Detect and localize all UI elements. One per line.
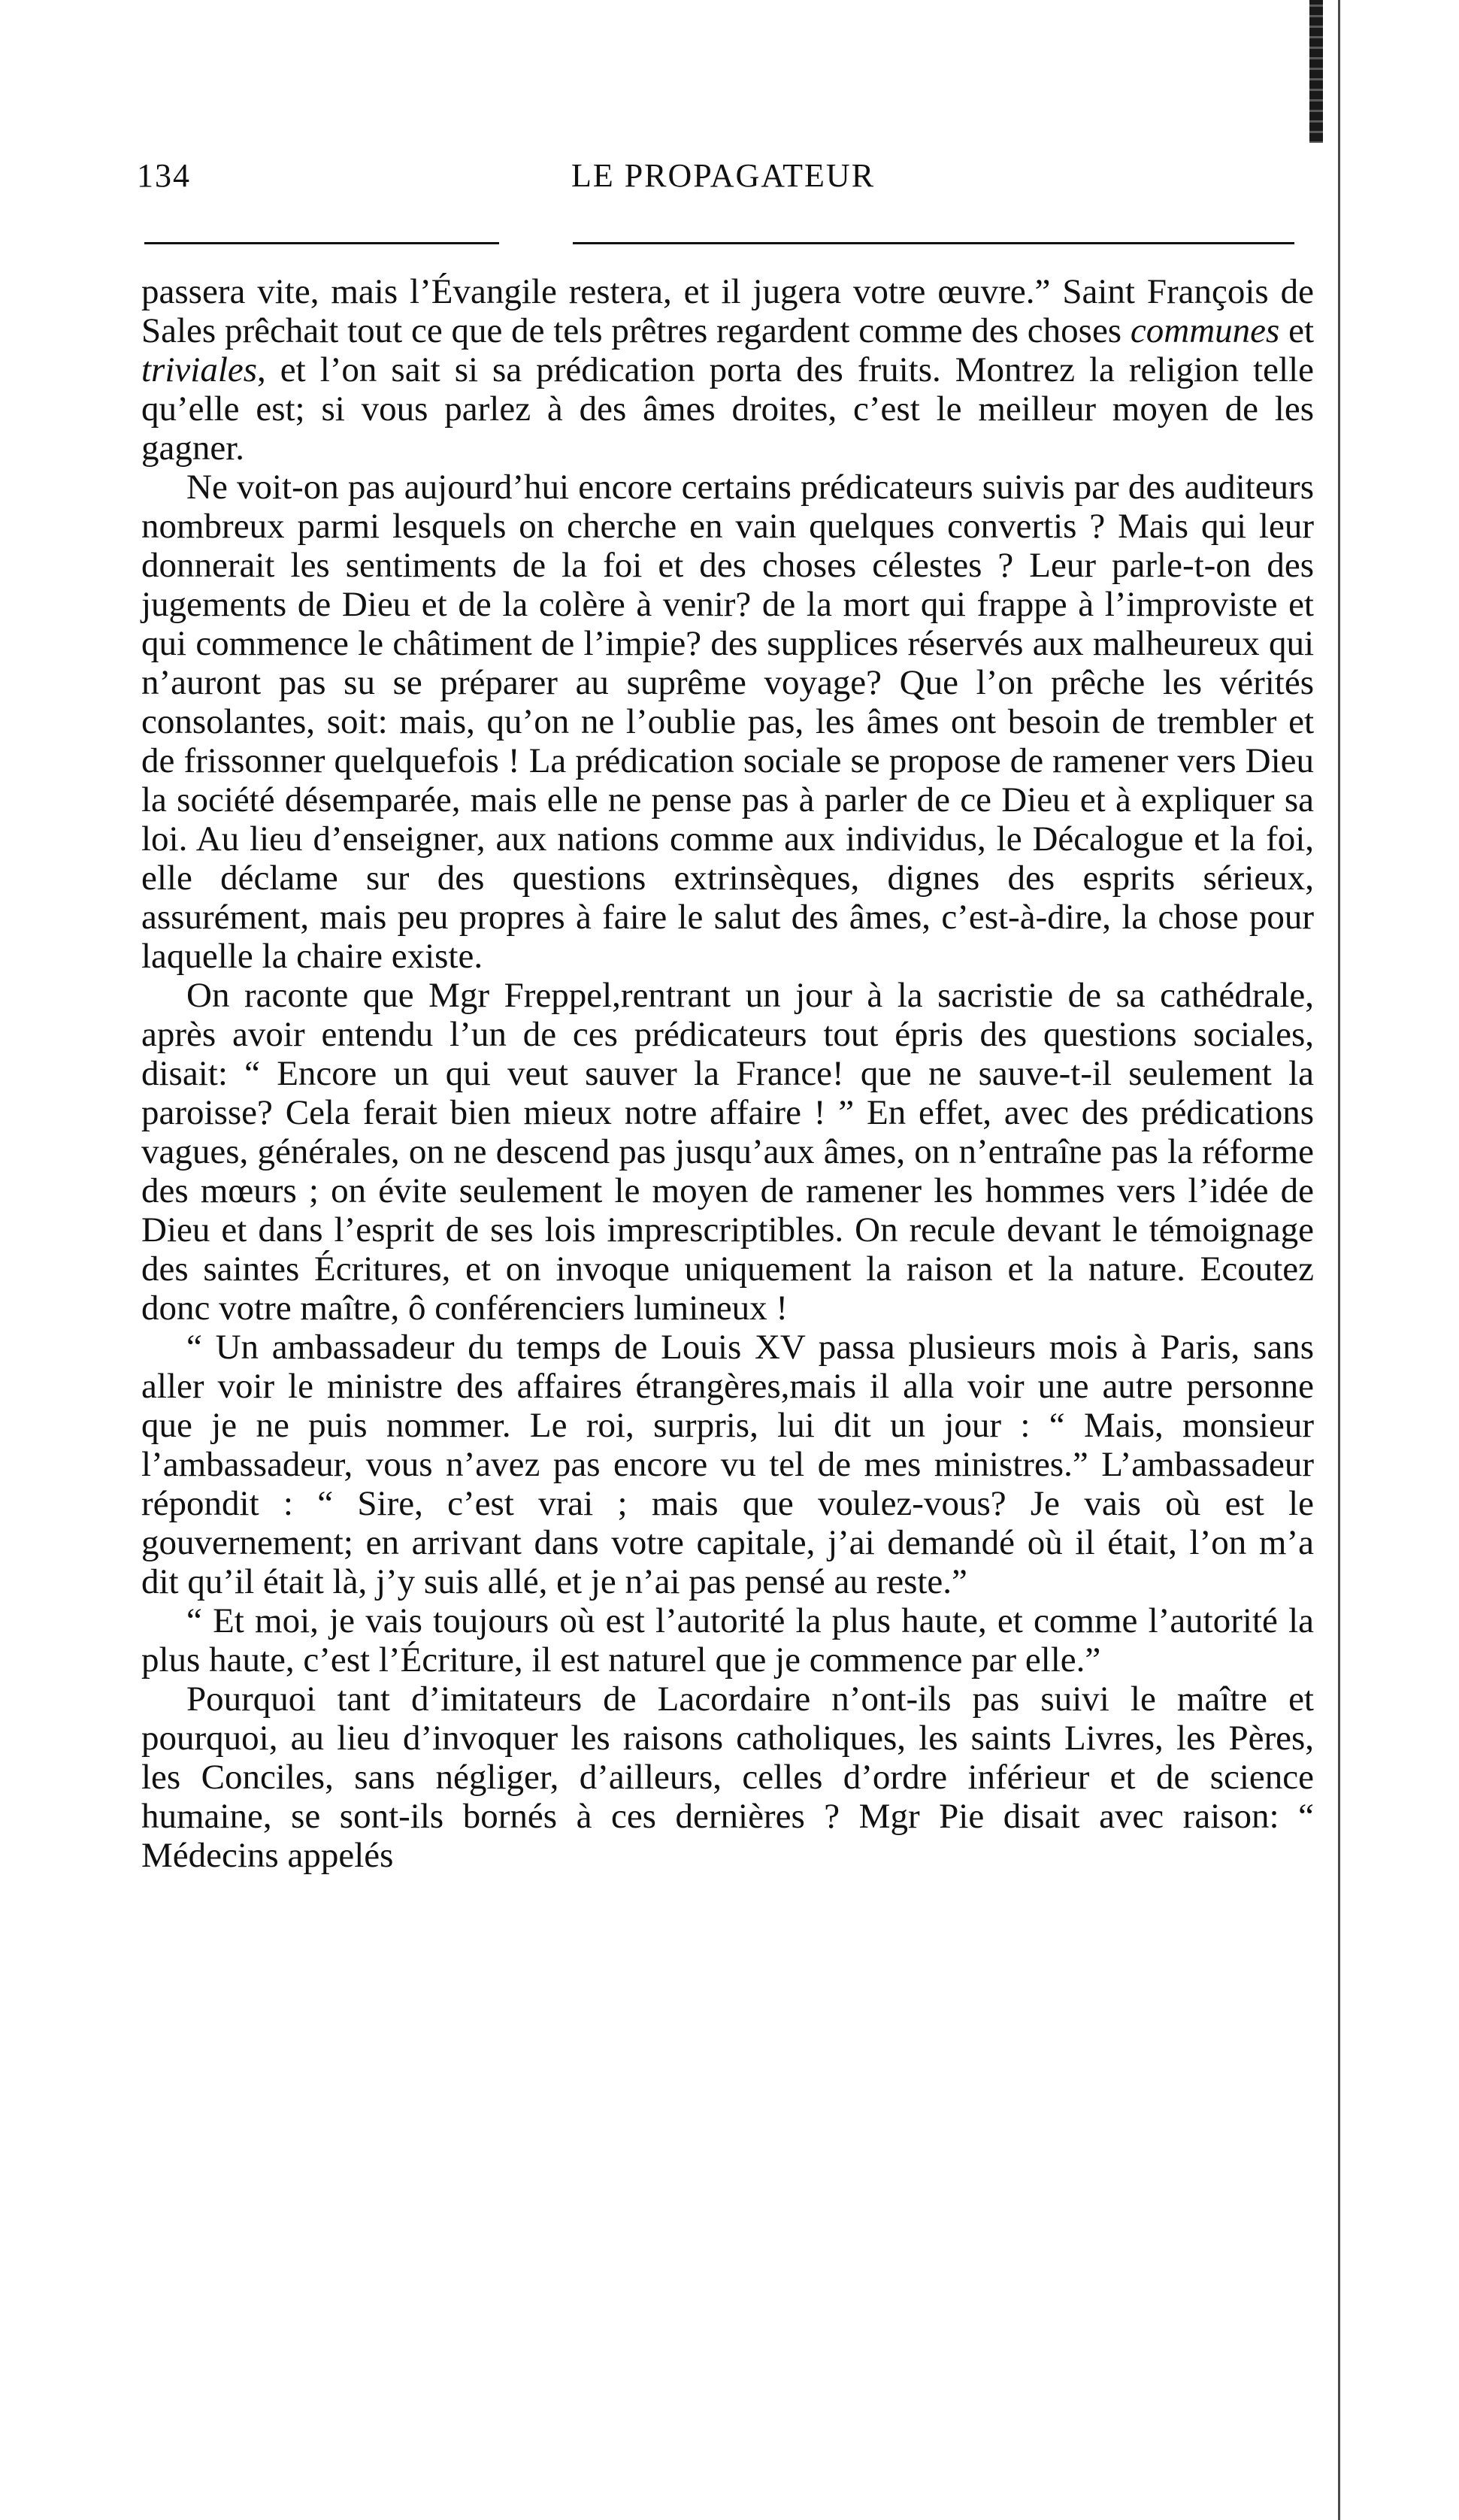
paragraph-text: Pourquoi tant d’imitateurs de Lacordaire n’ont-ils pas suivi le maître et pourquoi, au lieu d’invoquer les raisons catholiques, les saints Livres, les Pères, les Conciles, sans négliger, d’ailleurs, celles d’ordre inférieur et de science humaine, se sont-ils bornés à ces dernières ? Mgr Pie disait avec raison: “ Médecins appelés (141, 1679, 1314, 1875)
paragraph-text: , et l’on sait si sa prédication porta des fruits. Montrez la religion telle qu’elle est; si vous parlez à des âmes droites, c’est le meilleur moyen de les gagner. (141, 350, 1314, 468)
paragraph-text: passera vite, mais l’Évangile restera, et il jugera votre œuvre.” Saint François de Sales prêchait tout ce que de tels prêtres regardent comme des choses (141, 272, 1314, 350)
paragraph (141, 468, 1314, 976)
paragraph-text: On raconte que Mgr Freppel,rentrant un jour à la sacristie de sa cathédrale, après avoir entendu l’un de ces prédicateurs tout épris des questions sociales, disait: “ Encore un qui veut sauver la France! que ne sauve-t-il seulement la paroisse? Cela ferait bien mieux notre affaire ! ” En effet, avec des prédications vagues, générales, on ne descend pas jusqu’aux âmes, on n’entraîne pas la réforme des mœurs ; on évite seulement le moyen de ramener les hommes vers l’idée de Dieu et dans l’esprit de ses lois imprescriptibles. On recule devant le témoignage des saintes Écritures, et on invoque uniquement la raison et la nature. Ecoutez donc votre maître, ô conférenciers lumineux ! (141, 976, 1314, 1328)
running-head (137, 156, 1309, 201)
paragraph (141, 272, 1314, 468)
paragraph (141, 976, 1314, 1328)
page-edge-mark (1309, 0, 1323, 143)
paragraph (141, 1601, 1314, 1679)
running-title: LE PROPAGATEUR (571, 157, 876, 194)
paragraph (141, 1328, 1314, 1601)
body-text (141, 272, 1314, 1875)
header-rule-left (144, 242, 499, 244)
paragraph-text: “ Un ambassadeur du temps de Louis XV passa plusieurs mois à Paris, sans aller voir le ministre des affaires étrangères,mais il alla voir une autre personne que je ne puis nommer. Le roi, surpris, lui dit un jour : “ Mais, monsieur l’ambassadeur, vous n’avez pas encore vu tel de mes ministres.” L’ambassadeur répondit : “ Sire, c’est vrai ; mais que voulez-vous? Je vais où est le gouvernement; en arrivant dans votre capitale, j’ai demandé où il était, l’on m’a dit qu’il était là, j’y suis allé, et je n’ai pas pensé au reste.” (141, 1328, 1314, 1601)
header-rule-right (573, 242, 1294, 244)
paragraph-text: Ne voit-on pas aujourd’hui encore certains prédicateurs suivis par des auditeurs nombreux parmi lesquels on cherche en vain quelques convertis ? Mais qui leur donnerait les sentiments de la foi et des choses célestes ? Leur parle-t-on des jugements de Dieu et de la colère à venir? de la mort qui frappe à l’improviste et qui commence le châtiment de l’impie? des supplices réservés aux malheureux qui n’auront pas su se préparer au suprême voyage? Que l’on prêche les vérités consolantes, soit: mais, qu’on ne l’oublie pas, les âmes ont besoin de trembler et de frissonner quelquefois ! La prédication sociale se propose de ramener vers Dieu la société désemparée, mais elle ne pense pas à parler de ce Dieu et à expliquer sa loi. Au lieu d’enseigner, aux nations comme aux individus, le Décalogue et la foi, elle déclame sur des questions extrinsèques, dignes des esprits sérieux, assurément, mais peu propres à faire le salut des âmes, c’est-à-dire, la chose pour laquelle la chaire existe. (141, 468, 1314, 976)
paragraph-text: et (1279, 311, 1314, 350)
italic-text: communes (1130, 311, 1280, 350)
page-edge (1329, 0, 1359, 2520)
page-number: 134 (137, 157, 191, 194)
paragraph-text: “ Et moi, je vais toujours où est l’autorité la plus haute, et comme l’autorité la plus haute, c’est l’Écriture, il est naturel que je commence par elle.” (141, 1601, 1314, 1679)
paragraph (141, 1679, 1314, 1875)
italic-text: triviales (141, 350, 258, 389)
